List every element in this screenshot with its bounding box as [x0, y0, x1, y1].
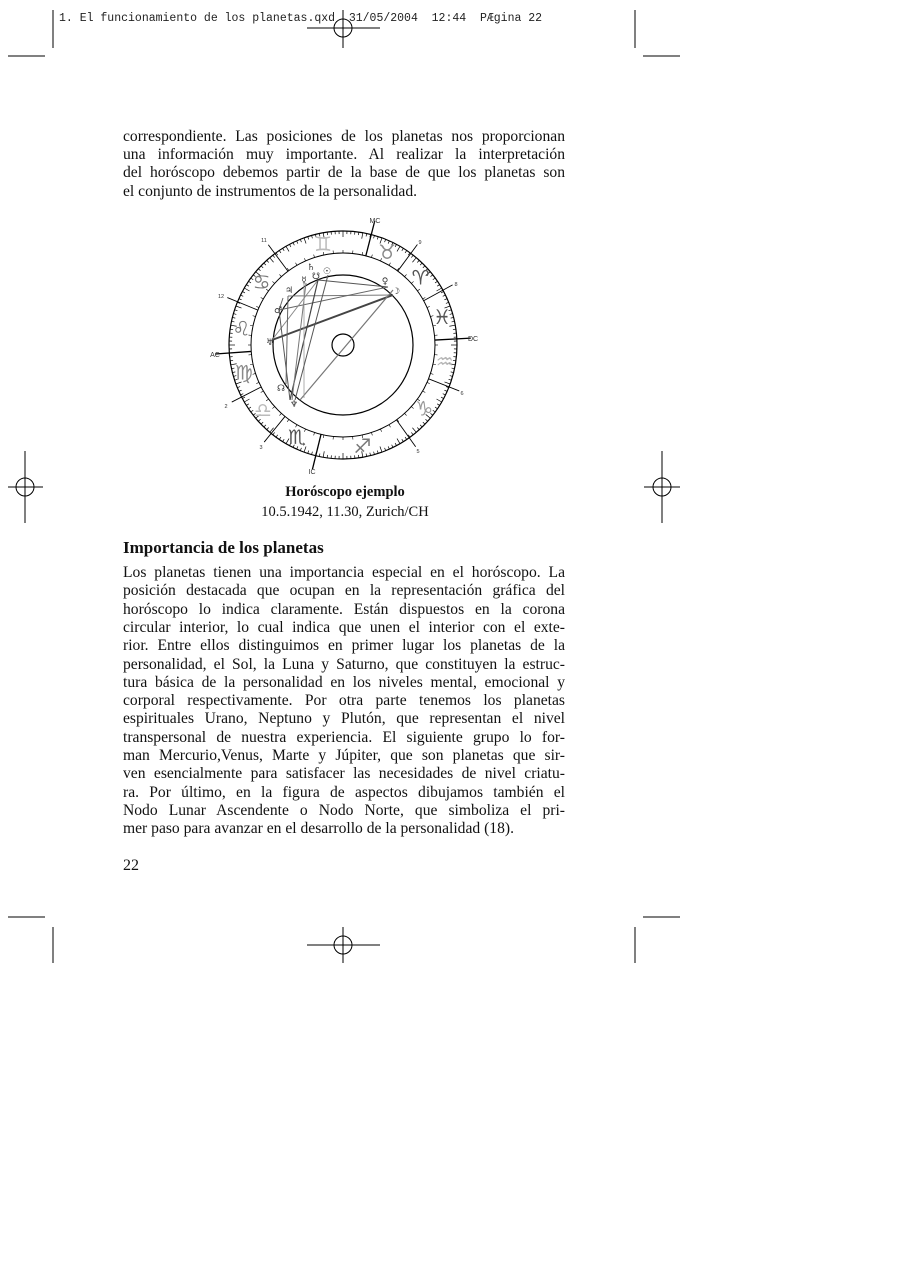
- degree-tick: [261, 298, 264, 300]
- figure-title: Horóscopo ejemplo: [285, 484, 405, 500]
- degree-tick: [261, 422, 263, 424]
- zodiac-sign-glyph: ♌: [232, 316, 251, 341]
- degree-tick: [304, 258, 305, 261]
- house-label: 2: [224, 404, 228, 410]
- degree-tick: [239, 299, 242, 300]
- degree-tick: [412, 258, 416, 263]
- degree-tick: [374, 235, 375, 238]
- degree-tick: [241, 295, 244, 296]
- degree-tick: [450, 376, 453, 377]
- degree-tick: [449, 379, 452, 380]
- degree-tick: [444, 390, 447, 391]
- degree-tick: [402, 439, 404, 442]
- degree-tick: [423, 391, 426, 393]
- degree-tick: [253, 316, 256, 317]
- degree-tick: [308, 451, 309, 454]
- text-line: horóscopo lo indica claramente. Están dispuestos en la corona: [123, 600, 565, 618]
- text-line: ven esencialmente para satisfacer las necesidades de nivel criatu-: [123, 765, 565, 783]
- text-line: tura básica de la personalidad en los niveles mental, emocional y: [123, 673, 565, 691]
- planet-glyph: ♆: [289, 400, 299, 410]
- section-heading: Importancia de los planetas: [123, 538, 324, 557]
- degree-tick: [250, 325, 253, 326]
- degree-tick: [308, 237, 309, 240]
- zodiac-sign-glyph: ♓: [433, 304, 452, 329]
- degree-tick: [248, 281, 250, 283]
- degree-tick: [297, 241, 298, 244]
- degree-tick: [242, 291, 245, 292]
- degree-tick: [279, 413, 281, 415]
- degree-tick: [276, 435, 278, 437]
- degree-tick: [441, 397, 444, 398]
- degree-tick: [283, 248, 285, 251]
- planet-glyph: ♂: [273, 306, 283, 316]
- degree-tick: [388, 446, 389, 449]
- degree-tick: [411, 432, 413, 434]
- degree-tick: [287, 419, 289, 421]
- degree-tick: [444, 382, 450, 384]
- degree-tick: [362, 233, 363, 239]
- text-line: espirituales Urano, Neptuno y Plutón, que representan el nivel: [123, 710, 565, 728]
- degree-tick: [417, 427, 419, 429]
- degree-tick: [397, 246, 400, 251]
- degree-tick: [312, 452, 313, 455]
- degree-tick: [246, 285, 249, 287]
- degree-tick: [270, 258, 274, 263]
- house-label: 5: [416, 449, 420, 455]
- planet-glyph: ☊: [277, 384, 285, 394]
- degree-tick: [256, 306, 259, 307]
- text-line: mer paso para avanzar en el desarrollo de la personalidad (18).: [123, 820, 514, 838]
- degree-tick: [444, 299, 447, 300]
- planet-glyph: ☋: [312, 272, 320, 282]
- zodiac-sign-glyph: ♐: [353, 434, 372, 459]
- text-line: del horóscopo debemos partir de la base de que los planetas son: [123, 164, 565, 181]
- aspect-line: [272, 295, 393, 340]
- degree-tick: [380, 429, 381, 432]
- house-label: MC: [369, 218, 381, 225]
- degree-tick: [236, 306, 242, 308]
- degree-tick: [427, 306, 430, 307]
- degree-tick: [279, 250, 281, 252]
- house-label: 9: [418, 240, 422, 246]
- house-label: DC: [467, 336, 479, 343]
- degree-tick: [362, 252, 363, 255]
- zodiac-sign-glyph: ♍: [234, 360, 253, 385]
- degree-tick: [267, 427, 269, 429]
- degree-tick: [256, 382, 259, 383]
- house-label: 11: [261, 238, 267, 244]
- planet-glyph: ♄: [306, 263, 316, 273]
- degree-tick: [248, 407, 250, 409]
- degree-tick: [312, 235, 313, 238]
- degree-tick: [395, 443, 396, 446]
- degree-tick: [289, 244, 290, 247]
- text-line: rior. Entre ellos distinguimos en primer lugar los planetas de la: [123, 637, 565, 655]
- page-number: 22: [123, 857, 139, 874]
- degree-tick: [371, 432, 372, 435]
- figure-subtitle: 10.5.1942, 11.30, Zurich/CH: [261, 504, 429, 520]
- text-line: una información muy importante. Al realizar la interpretación: [123, 146, 565, 163]
- degree-tick: [437, 404, 440, 406]
- house-cusp-line: [227, 298, 258, 311]
- degree-tick: [423, 422, 425, 424]
- degree-tick: [272, 281, 274, 283]
- degree-tick: [380, 446, 382, 452]
- degree-tick: [304, 238, 306, 244]
- planet-glyph: ♃: [284, 286, 294, 296]
- degree-tick: [392, 445, 393, 448]
- degree-tick: [435, 281, 437, 283]
- aspect-line: [279, 287, 388, 310]
- degree-tick: [437, 285, 440, 287]
- degree-tick: [430, 275, 432, 277]
- degree-tick: [371, 255, 372, 258]
- degree-tick: [397, 439, 400, 444]
- registration-mark-bottom: [307, 927, 380, 963]
- text-line: Los planetas tienen una importancia especial en el horóscopo. La: [123, 564, 565, 581]
- registration-mark-right: [644, 451, 680, 523]
- degree-tick: [279, 437, 281, 439]
- planet-glyph: ☿: [301, 276, 307, 286]
- degree-tick: [241, 394, 244, 395]
- degree-tick: [244, 288, 249, 291]
- zodiac-sign-glyph: ♒: [435, 349, 454, 374]
- house-cusp-line: [366, 221, 375, 256]
- degree-tick: [296, 263, 298, 266]
- house-cusp-line: [268, 245, 288, 271]
- degree-tick: [435, 407, 437, 409]
- zodiac-sign-glyph: ♑: [415, 396, 434, 421]
- zodiac-sign-glyph: ♋: [252, 269, 271, 294]
- degree-tick: [411, 407, 413, 409]
- house-label: IC: [308, 469, 316, 476]
- degree-tick: [251, 410, 253, 412]
- text-line: man Mercurio,Venus, Marte y Júpiter, que son planetas que sir-: [123, 747, 565, 764]
- house-label: 12: [217, 294, 225, 300]
- degree-tick: [420, 425, 422, 427]
- degree-tick: [412, 428, 416, 433]
- planet-glyph: ♅: [265, 338, 275, 348]
- degree-tick: [433, 278, 435, 280]
- degree-tick: [377, 451, 378, 454]
- degree-tick: [273, 432, 275, 434]
- zodiac-sign-glyph: ♏: [288, 425, 307, 450]
- degree-tick: [443, 394, 446, 395]
- degree-tick: [293, 243, 294, 246]
- degree-tick: [246, 404, 249, 406]
- degree-tick: [437, 399, 442, 402]
- degree-tick: [405, 413, 407, 415]
- text-line: el conjunto de instrumentos de la personalidad.: [123, 183, 418, 200]
- degree-tick: [264, 263, 266, 265]
- degree-tick: [242, 397, 245, 398]
- text-line: ra. Por último, en la figura de aspectos dibujamos también el: [123, 783, 565, 801]
- degree-tick: [283, 439, 285, 442]
- degree-tick: [272, 407, 274, 409]
- degree-tick: [261, 391, 264, 393]
- horoscope-chart: [200, 210, 490, 480]
- registration-mark-left: [8, 451, 43, 523]
- degree-tick: [405, 437, 407, 439]
- degree-tick: [233, 314, 236, 315]
- degree-tick: [402, 248, 404, 251]
- degree-tick: [286, 246, 289, 251]
- degree-tick: [374, 452, 375, 455]
- degree-tick: [411, 255, 413, 257]
- degree-tick: [253, 373, 256, 374]
- degree-tick: [323, 451, 324, 457]
- house-label: 8: [454, 282, 458, 288]
- degree-tick: [323, 435, 324, 438]
- zodiac-sign-glyph: ♊: [314, 231, 333, 256]
- text-line: transpersonal de nuestra experiencia. El siguiente grupo lo for-: [123, 728, 565, 746]
- aspect-line: [286, 296, 288, 384]
- degree-tick: [437, 288, 442, 291]
- house-label: 6: [460, 391, 464, 397]
- house-label: AC: [210, 352, 220, 359]
- zodiac-sign-glyph: ♈: [411, 265, 430, 290]
- zodiac-sign-glyph: ♎: [254, 397, 272, 422]
- degree-tick: [405, 250, 407, 252]
- degree-tick: [273, 255, 275, 257]
- text-line: posición destacada que ocupan en la representación gráfica del: [123, 582, 565, 600]
- text-line: personalidad, el Sol, la Luna y Saturno, que constituyen la estruc-: [123, 655, 565, 673]
- degree-tick: [423, 298, 426, 300]
- degree-tick: [261, 266, 263, 268]
- house-cusp-line: [215, 351, 251, 354]
- text-line: correspondiente. Las posiciones de los planetas nos proporcionan: [123, 128, 565, 145]
- text-line: circular interior, lo cual indica que unen el interior con el exte-: [123, 618, 565, 636]
- house-cusp-line: [312, 434, 321, 469]
- degree-tick: [239, 390, 242, 391]
- degree-tick: [389, 425, 391, 428]
- degree-tick: [314, 432, 315, 435]
- degree-tick: [235, 310, 238, 311]
- house-label: 3: [259, 445, 263, 451]
- house-cusp-line: [435, 338, 471, 340]
- center-circle: [332, 334, 354, 356]
- house-cusp-line: [429, 379, 460, 391]
- degree-tick: [433, 410, 435, 412]
- degree-tick: [441, 291, 444, 292]
- degree-tick: [417, 260, 419, 262]
- print-slug: 1. El funcionamiento de los planetas.qxd 31/05/2004 12:44 PÆgina 22: [59, 12, 543, 25]
- degree-tick: [430, 373, 433, 374]
- degree-tick: [267, 260, 269, 262]
- text-line: corporal respectivamente. Por otra parte tenemos los planetas: [123, 692, 565, 710]
- planet-glyph: ☉: [322, 267, 332, 277]
- planet-glyph: ☽: [391, 287, 401, 297]
- degree-tick: [427, 382, 430, 383]
- degree-tick: [405, 274, 407, 276]
- degree-tick: [443, 295, 446, 296]
- degree-tick: [264, 425, 266, 427]
- planet-glyph: ♀: [381, 277, 389, 287]
- aspect-line: [300, 290, 393, 400]
- degree-tick: [244, 399, 249, 402]
- degree-tick: [417, 289, 419, 291]
- zodiac-sign-glyph: ♉: [378, 239, 397, 264]
- degree-tick: [279, 274, 281, 276]
- text-line: Nodo Lunar Ascendente o Nodo Norte, que simboliza el pri-: [123, 801, 565, 819]
